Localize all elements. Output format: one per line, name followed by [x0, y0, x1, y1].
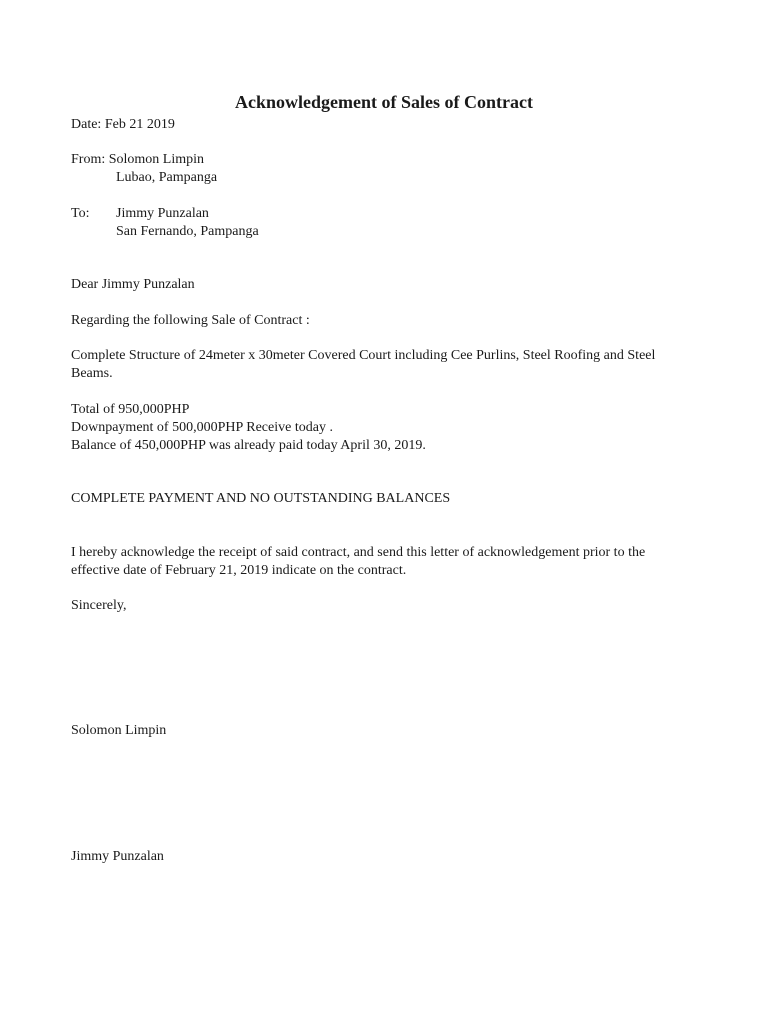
date-line: Date: Feb 21 2019: [71, 117, 175, 132]
signatory-solomon: Solomon Limpin: [71, 723, 167, 738]
downpayment-line: Downpayment of 500,000PHP Receive today .: [71, 420, 333, 435]
acknowledgement-paragraph: I hereby acknowledge the receipt of said contract, and send this letter of acknowledgement prior to the effective date of February 21, 2019 indicate on the contract.: [71, 545, 646, 578]
closing: Sincerely,: [71, 598, 127, 613]
document-title: Acknowledgement of Sales of Contract: [235, 92, 533, 112]
from-name: From: Solomon Limpin: [71, 152, 205, 167]
payment-status: COMPLETE PAYMENT AND NO OUTSTANDING BALANCES: [71, 491, 451, 506]
contract-description: Complete Structure of 24meter x 30meter Covered Court including Cee Purlins, Steel Roofing and Steel Beams.: [71, 348, 656, 381]
regarding-line: Regarding the following Sale of Contract :: [71, 313, 310, 328]
balance-line: Balance of 450,000PHP was already paid today April 30, 2019.: [71, 438, 426, 453]
total-line: Total of 950,000PHP: [71, 402, 190, 417]
salutation: Dear Jimmy Punzalan: [71, 277, 195, 292]
to-address: San Fernando, Pampanga: [116, 224, 259, 239]
to-label: To:: [71, 206, 90, 221]
from-address: Lubao, Pampanga: [116, 170, 218, 185]
to-name: Jimmy Punzalan: [116, 206, 209, 221]
signatory-jimmy: Jimmy Punzalan: [71, 849, 164, 864]
